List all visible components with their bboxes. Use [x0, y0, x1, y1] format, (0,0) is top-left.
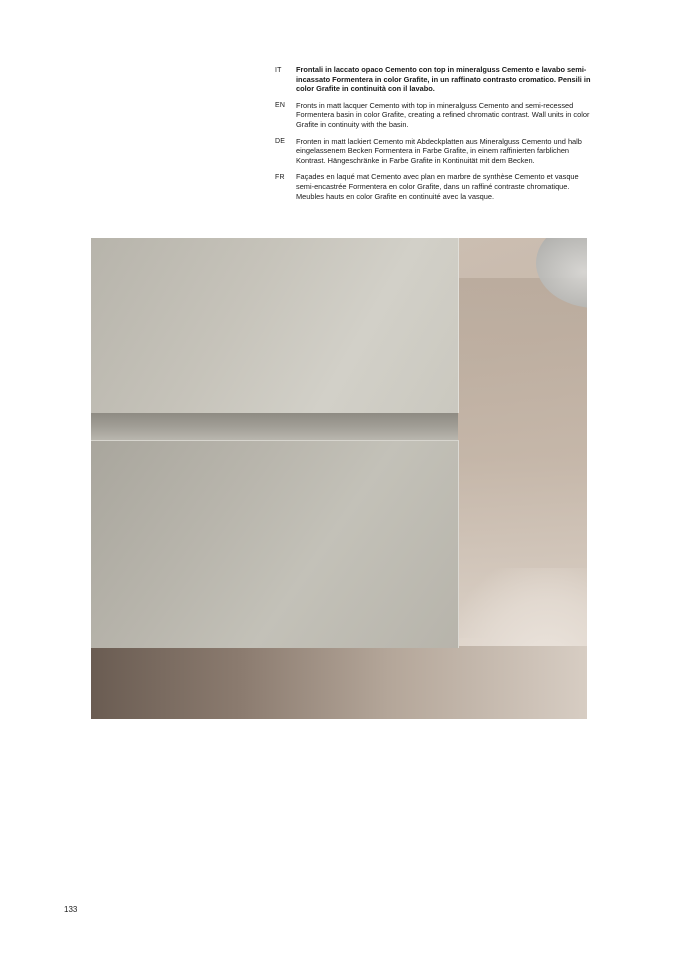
language-code-fr: FR	[275, 173, 285, 181]
cabinet-upper-front	[91, 238, 459, 413]
caption-list	[275, 65, 595, 208]
caption-en	[275, 101, 595, 130]
language-code-de: DE	[275, 138, 286, 146]
caption-text-de: Fronten in matt lackiert Cemento mit Abdeckplatten aus Mineralguss Cemento und halb eingelassenem Becken Formentera in Farbe Grafite, in einem raffinierten farblichen Kontrast. Hängeschränke in Farbe Grafite in Kontinuität mit dem Becken.	[296, 136, 582, 165]
caption-fr	[275, 172, 595, 201]
cabinet-lower-front	[91, 440, 459, 648]
product-photo	[91, 238, 587, 719]
caption-de	[275, 137, 595, 166]
language-code-it: IT	[275, 66, 282, 74]
cabinet-handle-gap	[91, 413, 458, 440]
page-number: 133	[64, 905, 78, 914]
caption-text-it: Frontali in laccato opaco Cemento con top in mineralguss Cemento e lavabo semi-incassato Formentera in color Grafite, in un raffinato contrasto cromatico. Pensili in color Grafite in continuità con il lavabo.	[296, 65, 591, 94]
floor-shadow	[91, 646, 587, 719]
caption-text-en: Fronts in matt lacquer Cemento with top in mineralguss Cemento and semi-recessed Formentera basin in color Grafite, creating a refined chromatic contrast. Wall units in color Grafite in continuity with the basin.	[296, 100, 590, 129]
language-code-en: EN	[275, 102, 286, 110]
caption-text-fr: Façades en laqué mat Cemento avec plan en marbre de synthèse Cemento et vasque semi-encastrée Formentera en color Grafite, dans un raffiné contraste chromatique. Meubles hauts en color Grafite en continuité avec la vasque.	[296, 172, 579, 201]
caption-it	[275, 65, 595, 94]
